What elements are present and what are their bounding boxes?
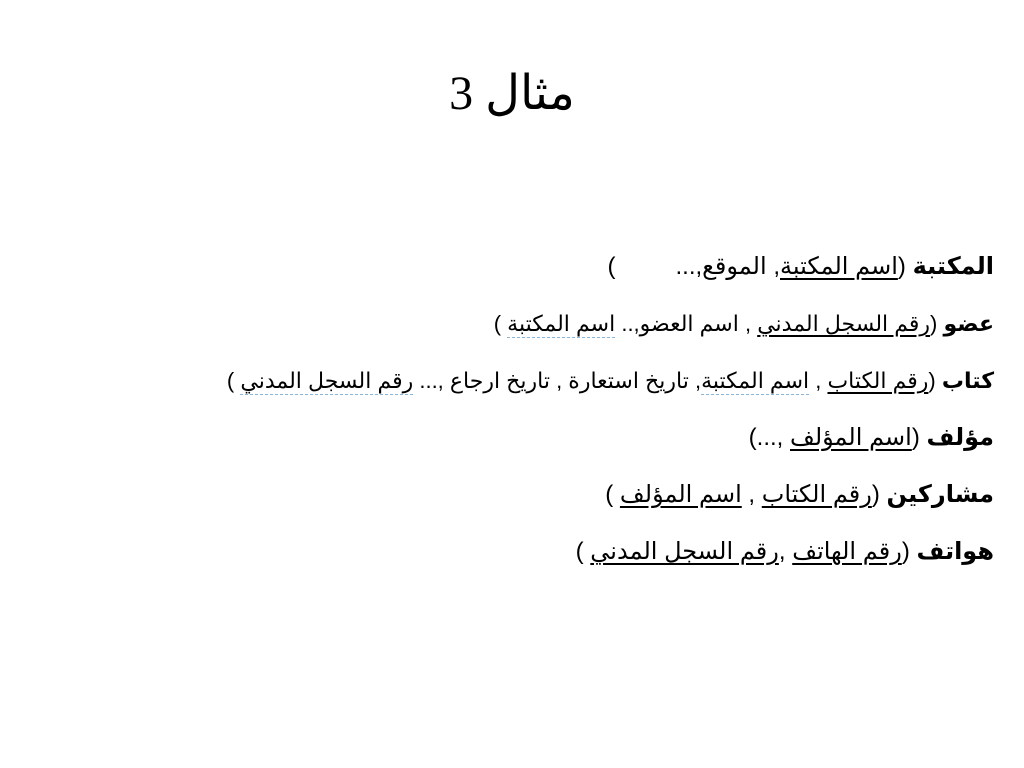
slide-title: مثال 3	[449, 67, 575, 120]
close-paren: )	[605, 481, 620, 508]
relation-name: كتاب	[941, 368, 994, 393]
primary-key-attribute: رقم السجل المدني	[590, 538, 779, 565]
close-paren: )	[607, 253, 616, 280]
close-paren: )	[226, 368, 241, 393]
foreign-key-attribute: اسم المكتبة	[701, 368, 810, 393]
relation-name: مشاركين	[886, 481, 994, 508]
primary-key-attribute: رقم الكتاب	[827, 368, 929, 393]
primary-key-attribute: اسم المؤلف	[619, 481, 742, 508]
open-paren: (	[928, 368, 942, 393]
attribute-text: ,	[741, 481, 762, 508]
foreign-key-attribute: اسم المكتبة	[507, 311, 616, 336]
attribute-text: ,...)	[748, 424, 790, 451]
open-paren: (	[897, 253, 913, 280]
primary-key-attribute: رقم الهاتف	[792, 538, 902, 565]
attribute-text: ,	[809, 368, 828, 393]
attribute-text: , تاريخ استعارة , تاريخ ارجاع ,...	[413, 368, 702, 393]
relation-name: المكتبة	[912, 253, 994, 280]
relation-library	[4, 238, 994, 295]
attribute-text: , الموقع,...	[675, 253, 780, 280]
attribute-text: , اسم العضو,..	[615, 311, 758, 336]
open-paren: (	[871, 481, 887, 508]
relation-member	[4, 295, 994, 352]
close-paren: )	[493, 311, 508, 336]
open-paren: (	[930, 311, 944, 336]
primary-key-attribute: رقم الكتاب	[761, 481, 872, 508]
open-paren: (	[911, 424, 927, 451]
relation-participants	[4, 466, 994, 523]
foreign-key-attribute: رقم السجل المدني	[240, 368, 414, 393]
relation-name: عضو	[943, 311, 994, 336]
relation-book	[4, 352, 994, 409]
primary-key-attribute: اسم المكتبة	[780, 253, 898, 280]
relations-list	[4, 238, 994, 580]
relation-author	[4, 409, 994, 466]
primary-key-attribute: رقم السجل المدني	[757, 311, 931, 336]
open-paren: (	[901, 538, 917, 565]
relation-phones	[4, 523, 994, 580]
primary-key-attribute: اسم المؤلف	[790, 424, 912, 451]
close-paren: )	[575, 538, 591, 565]
relation-name: هواتف	[916, 538, 994, 565]
attribute-text: ,	[778, 538, 793, 565]
relation-name: مؤلف	[926, 424, 994, 451]
